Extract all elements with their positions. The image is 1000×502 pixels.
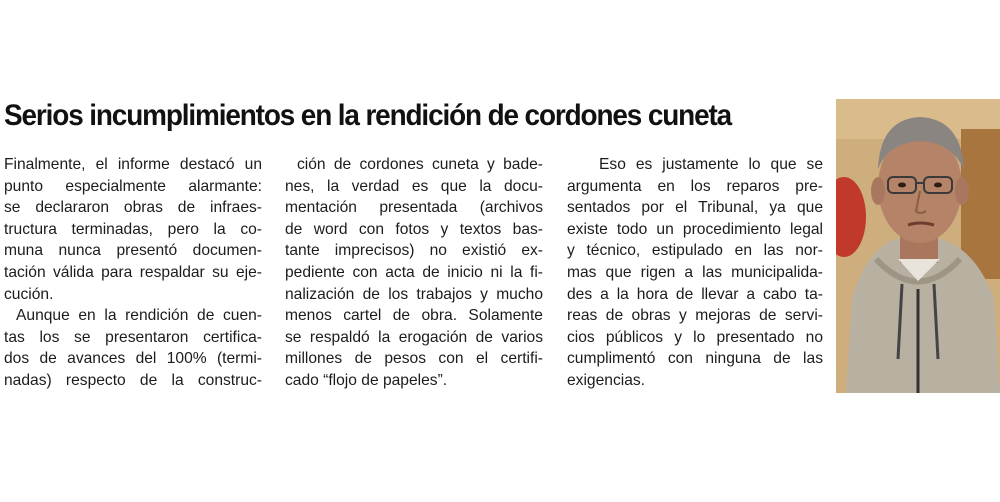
article-line: punto especialmente alarmante: [4,177,262,195]
article-line: millones de pesos con el certifi- [285,350,543,368]
article-line: dos de avances del 100% (termi- [4,350,262,368]
article-line: nalización de los trabajos y mucho [285,285,543,303]
article-line: muna nunca presentó documen- [4,242,262,260]
article-line: tructura terminadas, pero la co- [4,220,262,238]
article-line: sentados por el Tribunal, ya que [567,199,823,217]
article-column-1 [4,154,262,392]
article-line: cado “flojo de papeles”. [285,371,448,389]
article-line: nadas) respecto de la construc- [4,371,262,389]
article-line: cios públicos y lo presentado no [567,328,823,346]
article-line: cución. [4,285,54,303]
article-line: Aunque en la rendición de cuen- [16,307,262,325]
article-line: cumplimentó con ninguna de las [567,350,823,368]
article-line: exigencias. [567,371,646,389]
article-column-2 [285,154,543,392]
article-line: mas que rigen a las municipalida- [567,263,823,281]
article-line: se declararon obras de infraes- [4,199,262,217]
article-line: nes, la verdad es que la docu- [285,177,543,195]
portrait-photo-icon [836,99,1000,393]
article-line: argumenta en los reparos pre- [567,177,823,195]
article-line: existe todo un procedimiento legal [567,220,823,238]
article-line: mentación presentada (archivos [285,199,543,217]
article-line: se respaldó la erogación de varios [285,328,543,346]
article-line: de word con fotos y textos bas- [285,220,543,238]
article-line: tante imprecisos) no existió ex- [285,242,543,260]
article-line: reas de obras y mejoras de servi- [567,307,823,325]
article-line: Eso es justamente lo que se [599,156,823,173]
article-line: menos cartel de obra. Solamente [285,307,543,325]
article-line: tación válida para respaldar su eje- [4,263,262,281]
article-line: des a la hora de llevar a cabo ta- [567,285,823,303]
article-headline: Serios incumplimientos en la rendición de cordones cuneta [4,99,732,132]
portrait-photo [836,99,1000,393]
article-line: tas los se presentaron certifica- [4,328,262,346]
article-column-3 [567,154,823,392]
article-line: y técnico, estipulado en las nor- [567,242,823,260]
article-line: pediente con acta de inicio ni la fi- [285,263,543,281]
article-line: ción de cordones cuneta y bade- [297,156,543,173]
article-line: Finalmente, el informe destacó un [4,156,262,173]
